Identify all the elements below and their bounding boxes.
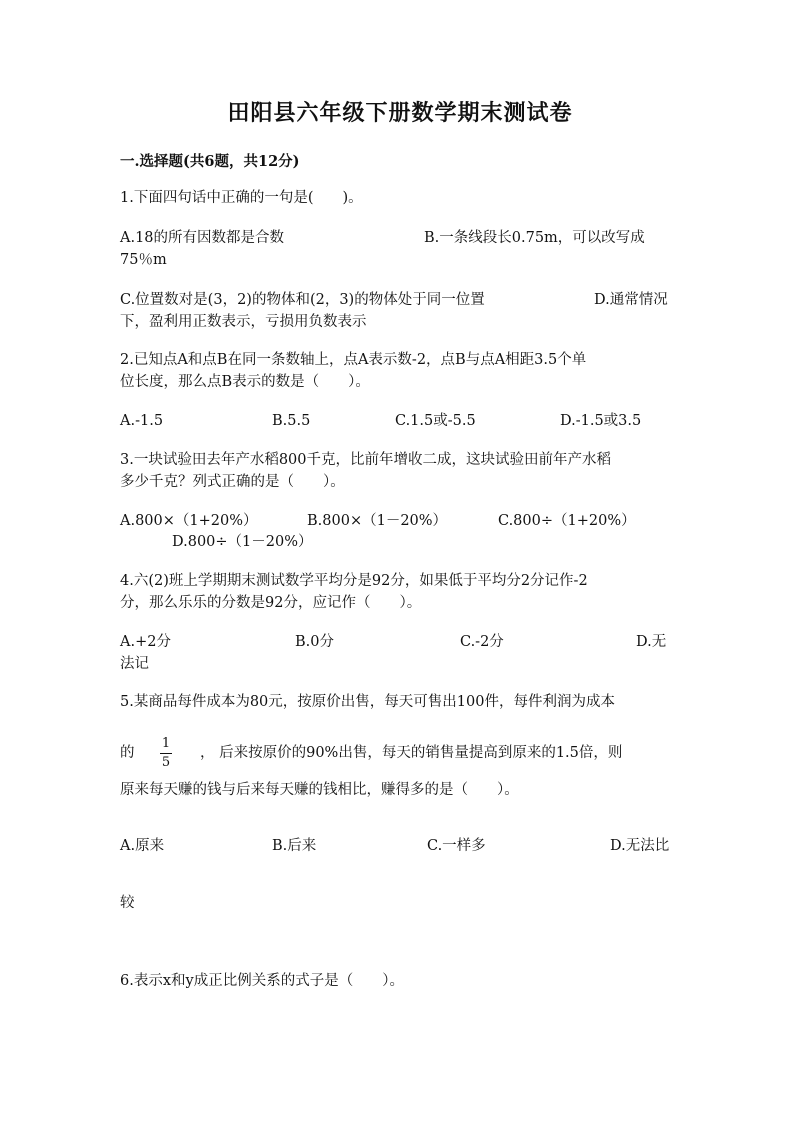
question-5-stem-prefix: 的 — [120, 745, 135, 761]
question-4-option-a[interactable]: A.+2分 — [120, 634, 171, 650]
question-2-stem-line-1: 2.已知点A和点B在同一条数轴上，点A表示数-2，点B与点A相距3.5个单 — [120, 352, 587, 368]
question-2-option-b[interactable]: B.5.5 — [272, 413, 311, 429]
question-4-option-d-continued: 法记 — [120, 656, 149, 672]
question-2-stem-line-2: 位长度，那么点B表示的数是（ ）。 — [120, 374, 370, 390]
fraction-numerator: 1 — [160, 736, 172, 754]
question-2-option-d[interactable]: D.-1.5或3.5 — [560, 413, 642, 429]
question-5-option-b[interactable]: B.后来 — [272, 838, 317, 854]
question-1-option-d-continued: 下，盈利用正数表示，亏损用负数表示 — [120, 314, 367, 330]
question-3-stem-line-2: 多少千克？列式正确的是（ ）。 — [120, 474, 345, 490]
question-3-option-b[interactable]: B.800×（1－20%） — [307, 513, 448, 529]
question-1-option-a[interactable]: A.18的所有因数都是合数 — [120, 230, 285, 246]
question-5-option-a[interactable]: A.原来 — [120, 838, 165, 854]
question-5-stem-line-2: ， 后来按原价的90%出售，每天的销售量提高到原来的1.5倍，则 — [200, 745, 623, 761]
question-1-stem: 1.下面四句话中正确的一句是( )。 — [120, 190, 363, 206]
exam-title: 田阳县六年级下册数学期末测试卷 — [227, 100, 573, 126]
section-heading: 一.选择题(共6题，共12分) — [120, 153, 300, 170]
fraction-denominator: 5 — [161, 755, 171, 770]
question-5-option-d-continued: 较 — [120, 895, 135, 911]
question-4-stem-line-1: 4.六(2)班上学期期末测试数学平均分是92分，如果低于平均分2分记作-2 — [120, 573, 588, 589]
question-1-option-c[interactable]: C.位置数对是(3，2)的物体和(2，3)的物体处于同一位置 — [120, 292, 485, 308]
question-3-stem-line-1: 3.一块试验田去年产水稻800千克，比前年增收二成，这块试验田前年产水稻 — [120, 452, 612, 468]
question-5-stem-line-3: 原来每天赚的钱与后来每天赚的钱相比，赚得多的是（ ）。 — [120, 782, 519, 798]
question-1-option-d[interactable]: D.通常情况 — [594, 292, 668, 308]
question-1-option-b-continued: 75％m — [120, 252, 167, 268]
question-6-stem: 6.表示x和y成正比例关系的式子是（ ）。 — [120, 973, 404, 989]
question-2-option-c[interactable]: C.1.5或-5.5 — [395, 413, 476, 429]
question-5-stem-line-1: 5.某商品每件成本为80元，按原价出售，每天可售出100件，每件利润为成本 — [120, 694, 615, 710]
fraction-one-fifth — [160, 736, 172, 771]
question-3-option-c[interactable]: C.800÷（1+20%） — [498, 513, 636, 529]
question-5-option-d[interactable]: D.无法比 — [610, 838, 670, 854]
question-2-option-a[interactable]: A.-1.5 — [120, 413, 164, 429]
question-4-option-d[interactable]: D.无 — [636, 634, 667, 650]
question-1-option-b[interactable]: B.一条线段长0.75m，可以改写成 — [424, 230, 645, 246]
question-4-option-b[interactable]: B.0分 — [295, 634, 334, 650]
question-5-option-c[interactable]: C.一样多 — [427, 838, 486, 854]
question-4-stem-line-2: 分，那么乐乐的分数是92分，应记作（ ）。 — [120, 595, 422, 611]
question-3-option-a[interactable]: A.800×（1+20%） — [120, 513, 258, 529]
question-4-option-c[interactable]: C.-2分 — [460, 634, 504, 650]
question-3-option-d[interactable]: D.800÷（1－20%） — [172, 534, 313, 550]
